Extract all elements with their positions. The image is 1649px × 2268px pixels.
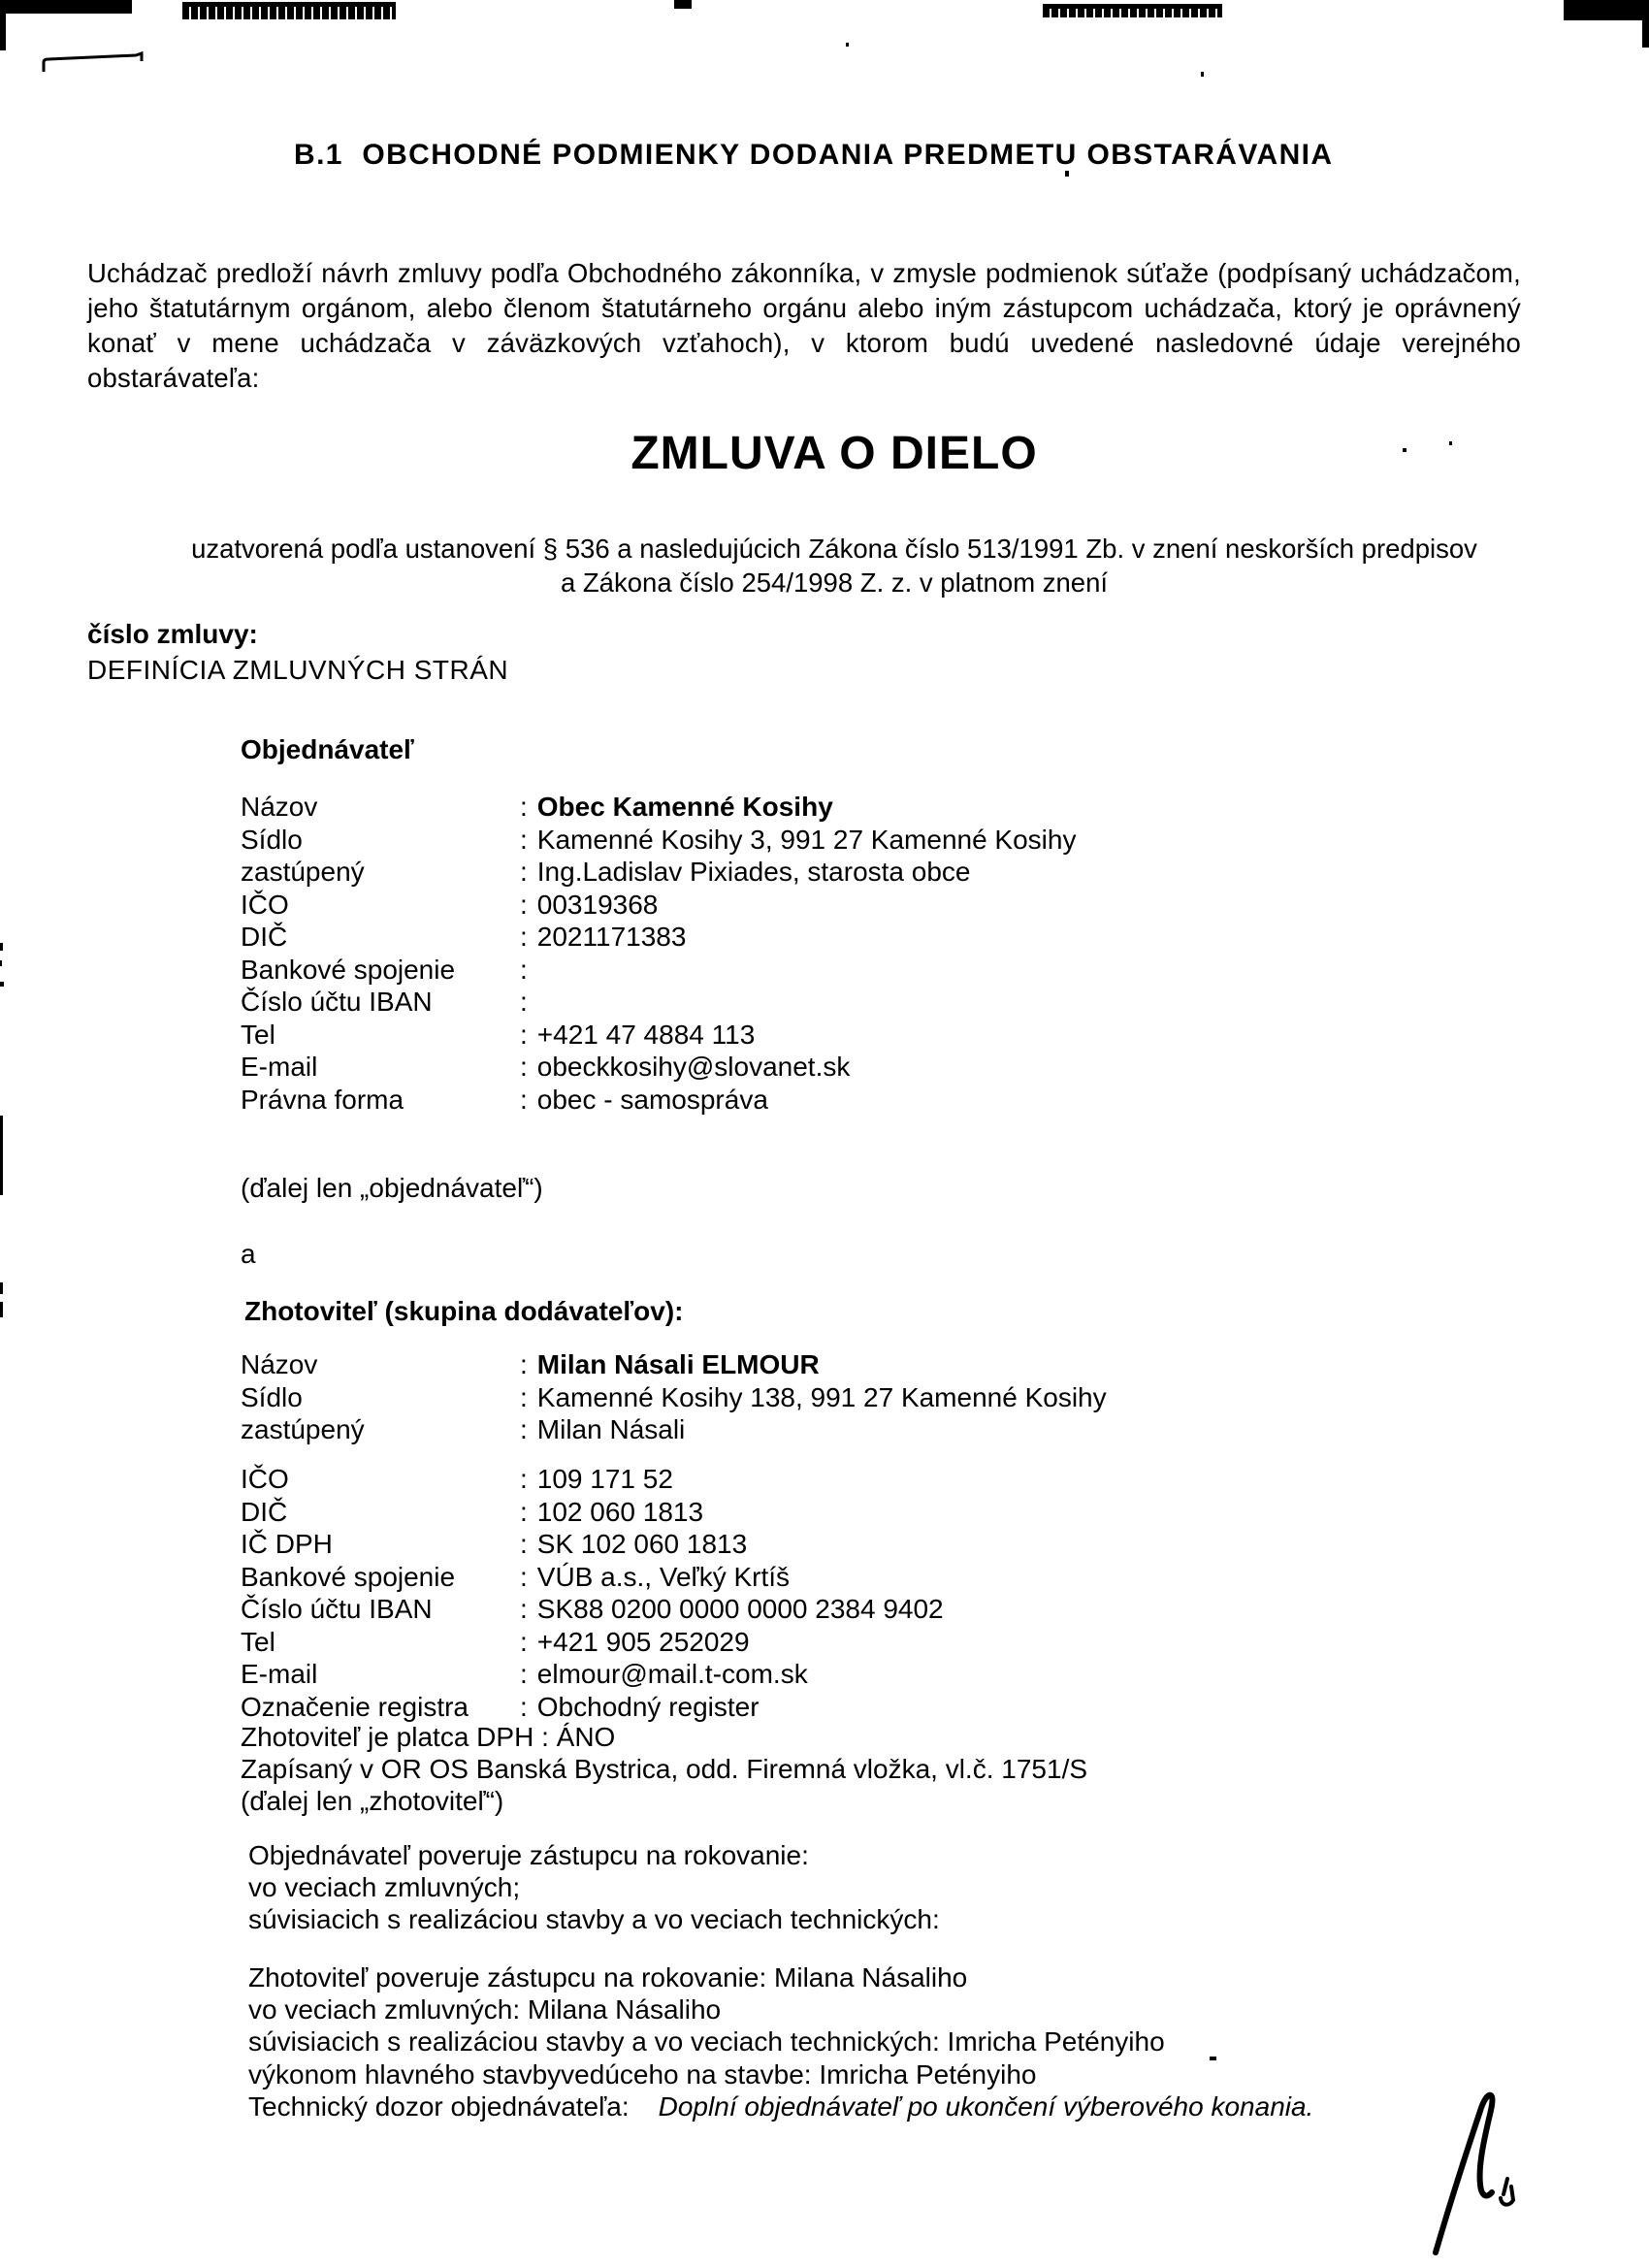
colon: :	[520, 1414, 528, 1444]
field-label: Právna forma	[241, 1084, 404, 1115]
register-line: Zapísaný v OR OS Banská Bystrica, odd. Firemná vložka, vl.č. 1751/S	[241, 1754, 1088, 1784]
field-row	[241, 954, 1076, 987]
subtitle-line-2: a Zákona číslo 254/1998 Z. z. v platnom znení	[560, 567, 1109, 598]
field-value: 102 060 1813	[536, 1496, 704, 1527]
scan-artifact	[0, 1302, 3, 1317]
scan-artifact	[0, 1282, 3, 1294]
signature-mark	[1424, 2086, 1560, 2260]
field-value: obeckkosihy@slovanet.sk	[536, 1052, 851, 1082]
contract-subtitle	[0, 532, 1649, 599]
colon: :	[520, 1381, 528, 1412]
definition-heading: DEFINÍCIA ZMLUVNÝCH STRÁN	[87, 655, 509, 685]
colon: :	[520, 857, 528, 887]
field-label: Bankové spojenie	[241, 1561, 456, 1592]
field-row	[241, 1019, 1076, 1052]
representative-line: vo veciach zmluvných: Milana Násaliho	[248, 1994, 722, 2025]
field-value-cell	[520, 889, 658, 922]
field-label: zastúpený	[241, 857, 365, 887]
field-label: Označenie registra	[241, 1691, 469, 1722]
field-value-cell	[520, 824, 1076, 857]
field-row	[241, 1691, 944, 1724]
field-label: Číslo účtu IBAN	[241, 1594, 433, 1624]
scan-artifact	[1564, 0, 1649, 20]
representative-line: Objednávateľ poveruje zástupcu na rokovanie:	[248, 1840, 809, 1870]
field-row	[241, 1626, 944, 1659]
field-label: DIČ	[241, 1496, 288, 1527]
field-value: 109 171 52	[536, 1464, 673, 1494]
field-value: Kamenné Kosihy 138, 991 27 Kamenné Kosihy	[536, 1381, 1107, 1412]
scan-artifact	[1043, 4, 1222, 17]
field-value-cell	[520, 1051, 850, 1084]
subtitle-line-1: uzatvorená podľa ustanovení § 536 a nasledujúcich Zákona číslo 513/1991 Zb. v znení neskorších predpisov	[191, 534, 1477, 564]
field-value: VÚB a.s., Veľký Krtíš	[536, 1561, 791, 1592]
colon: :	[520, 824, 528, 855]
colon: :	[520, 954, 528, 985]
colon: :	[520, 1496, 528, 1527]
scan-artifact	[846, 43, 849, 47]
field-value: Milan Násali ELMOUR	[536, 1349, 820, 1379]
representative-line: vo veciach zmluvných;	[248, 1872, 521, 1903]
technical-supervision-label: Technický dozor objednávateľa:	[248, 2091, 630, 2122]
dph-line: Zhotoviteľ je platca DPH : ÁNO	[241, 1722, 616, 1752]
field-value: 00319368	[536, 889, 659, 920]
field-label: E-mail	[241, 1659, 318, 1689]
field-value-cell	[520, 791, 833, 824]
field-label: zastúpený	[241, 1414, 365, 1444]
field-row	[241, 921, 1076, 954]
colon: :	[520, 1529, 528, 1559]
field-value: SK 102 060 1813	[536, 1529, 748, 1559]
colon: :	[520, 1561, 528, 1592]
colon: :	[520, 1019, 528, 1050]
technical-supervision-value: Doplní objednávateľ po ukončení výberového konania.	[658, 2091, 1314, 2122]
scan-artifact-bracket	[41, 50, 147, 76]
field-value-cell	[520, 986, 537, 1019]
scan-artifact	[0, 943, 3, 951]
field-row	[241, 1463, 944, 1496]
field-label: Číslo účtu IBAN	[241, 987, 433, 1017]
field-value: +421 47 4884 113	[536, 1019, 756, 1050]
field-value: 2021171383	[536, 922, 687, 952]
field-value: SK88 0200 0000 0000 2384 9402	[536, 1594, 944, 1624]
scan-artifact	[1201, 72, 1204, 77]
field-value: Milan Násali	[536, 1414, 686, 1444]
field-label: Sídlo	[241, 824, 303, 855]
zhotovitel-fields-top	[241, 1348, 1107, 1446]
colon: :	[520, 922, 528, 952]
colon: :	[520, 1052, 528, 1082]
field-value-cell	[520, 1463, 673, 1496]
field-label: IČO	[241, 1464, 289, 1494]
field-row	[241, 824, 1076, 857]
zhotovitel-heading: Zhotoviteľ (skupina dodávateľov):	[244, 1296, 684, 1326]
field-label: Bankové spojenie	[241, 954, 456, 985]
intro-paragraph: Uchádzač predloží návrh zmluvy podľa Obchodného zákonníka, v zmysle podmienok súťaže (podpísaný uchádzačom, jeho štatutárnym orgánom, alebo členom štatutárneho orgánu alebo iným zástupcom uchádzača, ktorý je oprávnený konať v mene uchádzača v záväzkových vzťahoch), v ktorom budú uvedené nasledovné údaje verejného obstarávateľa:	[87, 258, 1521, 393]
field-label: Tel	[241, 1019, 275, 1050]
field-row	[241, 1413, 1107, 1446]
field-value-cell	[520, 1593, 944, 1626]
field-row	[241, 856, 1076, 889]
objednavatel-fields	[241, 791, 1076, 1116]
zhotovitel-footer: (ďalej len „zhotoviteľ“)	[241, 1786, 504, 1816]
field-label: Názov	[241, 1349, 318, 1379]
field-label: Názov	[241, 792, 318, 822]
colon: :	[520, 1084, 528, 1115]
scan-artifact	[0, 982, 4, 987]
objednavatel-footer: (ďalej len „objednávateľ“)	[241, 1173, 543, 1203]
field-value: obec - samospráva	[536, 1084, 768, 1115]
colon: :	[520, 1659, 528, 1689]
colon: :	[520, 1464, 528, 1494]
field-value-cell	[520, 1413, 685, 1446]
zhotovitel-representatives	[248, 1961, 1165, 2090]
field-value: elmour@mail.t-com.sk	[536, 1659, 808, 1689]
conjunction: a	[241, 1239, 256, 1269]
scan-artifact	[0, 1116, 3, 1195]
field-row	[241, 889, 1076, 922]
colon: :	[520, 987, 528, 1017]
field-row	[241, 1593, 944, 1626]
field-value: +421 905 252029	[536, 1626, 750, 1657]
field-value-cell	[520, 921, 686, 954]
objednavatel-representatives	[248, 1839, 940, 1936]
field-value: Obec Kamenné Kosihy	[536, 792, 833, 822]
field-value-cell	[520, 1381, 1107, 1414]
scan-artifact	[182, 2, 396, 19]
field-row	[241, 1496, 944, 1529]
colon: :	[520, 792, 528, 822]
field-label: E-mail	[241, 1052, 318, 1082]
representative-line: Zhotoviteľ poveruje zástupcu na rokovanie: Milana Násaliho	[248, 1962, 968, 1993]
objednavatel-heading: Objednávateľ	[241, 734, 414, 764]
field-label: Sídlo	[241, 1381, 303, 1412]
colon: :	[520, 889, 528, 920]
field-value-cell	[520, 1348, 820, 1381]
field-value-cell	[520, 954, 537, 987]
field-label: DIČ	[241, 922, 288, 952]
field-row	[241, 1561, 944, 1594]
representative-line: súvisiacich s realizáciou stavby a vo veciach technických:	[248, 1904, 940, 1935]
scan-artifact	[0, 960, 2, 966]
field-value-cell	[520, 1658, 808, 1691]
field-label: Tel	[241, 1626, 275, 1657]
colon: :	[520, 1349, 528, 1379]
field-row	[241, 791, 1076, 824]
scan-artifact	[1210, 2057, 1216, 2060]
scan-artifact	[0, 0, 132, 14]
technical-supervision-line	[248, 2090, 1313, 2123]
field-value: Kamenné Kosihy 3, 991 27 Kamenné Kosihy	[536, 824, 1077, 855]
field-value-cell	[520, 1084, 768, 1117]
contract-title: ZMLUVA O DIELO	[630, 428, 1038, 479]
field-value: Obchodný register	[536, 1691, 760, 1722]
field-row	[241, 1348, 1107, 1381]
field-row	[241, 1084, 1076, 1117]
field-value-cell	[520, 856, 970, 889]
field-value-cell	[520, 1626, 750, 1659]
colon: :	[520, 1594, 528, 1624]
field-value-cell	[520, 1496, 703, 1529]
representative-line: výkonom hlavného stavbyvedúceho na stavbe: Imricha Petényiho	[248, 2058, 1037, 2090]
colon: :	[520, 1691, 528, 1722]
field-row	[241, 1381, 1107, 1414]
field-label: IČO	[241, 889, 289, 920]
field-value-cell	[520, 1561, 790, 1594]
field-row	[241, 1051, 1076, 1084]
field-value-cell	[520, 1528, 747, 1561]
colon: :	[520, 1626, 528, 1657]
contract-number-label: číslo zmluvy:	[87, 619, 258, 649]
field-value-cell	[520, 1019, 755, 1052]
field-value: Ing.Ladislav Pixiades, starosta obce	[536, 857, 971, 887]
field-row	[241, 1528, 944, 1561]
representative-line: súvisiacich s realizáciou stavby a vo veciach technických: Imricha Petényiho	[248, 2026, 1165, 2057]
zhotovitel-fields-bottom	[241, 1463, 944, 1723]
field-label: IČ DPH	[241, 1529, 333, 1559]
field-value-cell	[520, 1691, 760, 1724]
field-row	[241, 986, 1076, 1019]
scan-artifact	[1642, 20, 1649, 48]
scan-artifact	[0, 14, 6, 50]
field-row	[241, 1658, 944, 1691]
scan-artifact	[674, 0, 692, 9]
section-heading: B.1 OBCHODNÉ PODMIENKY DODANIA PREDMETU OBSTARÁVANIA	[294, 139, 1334, 171]
